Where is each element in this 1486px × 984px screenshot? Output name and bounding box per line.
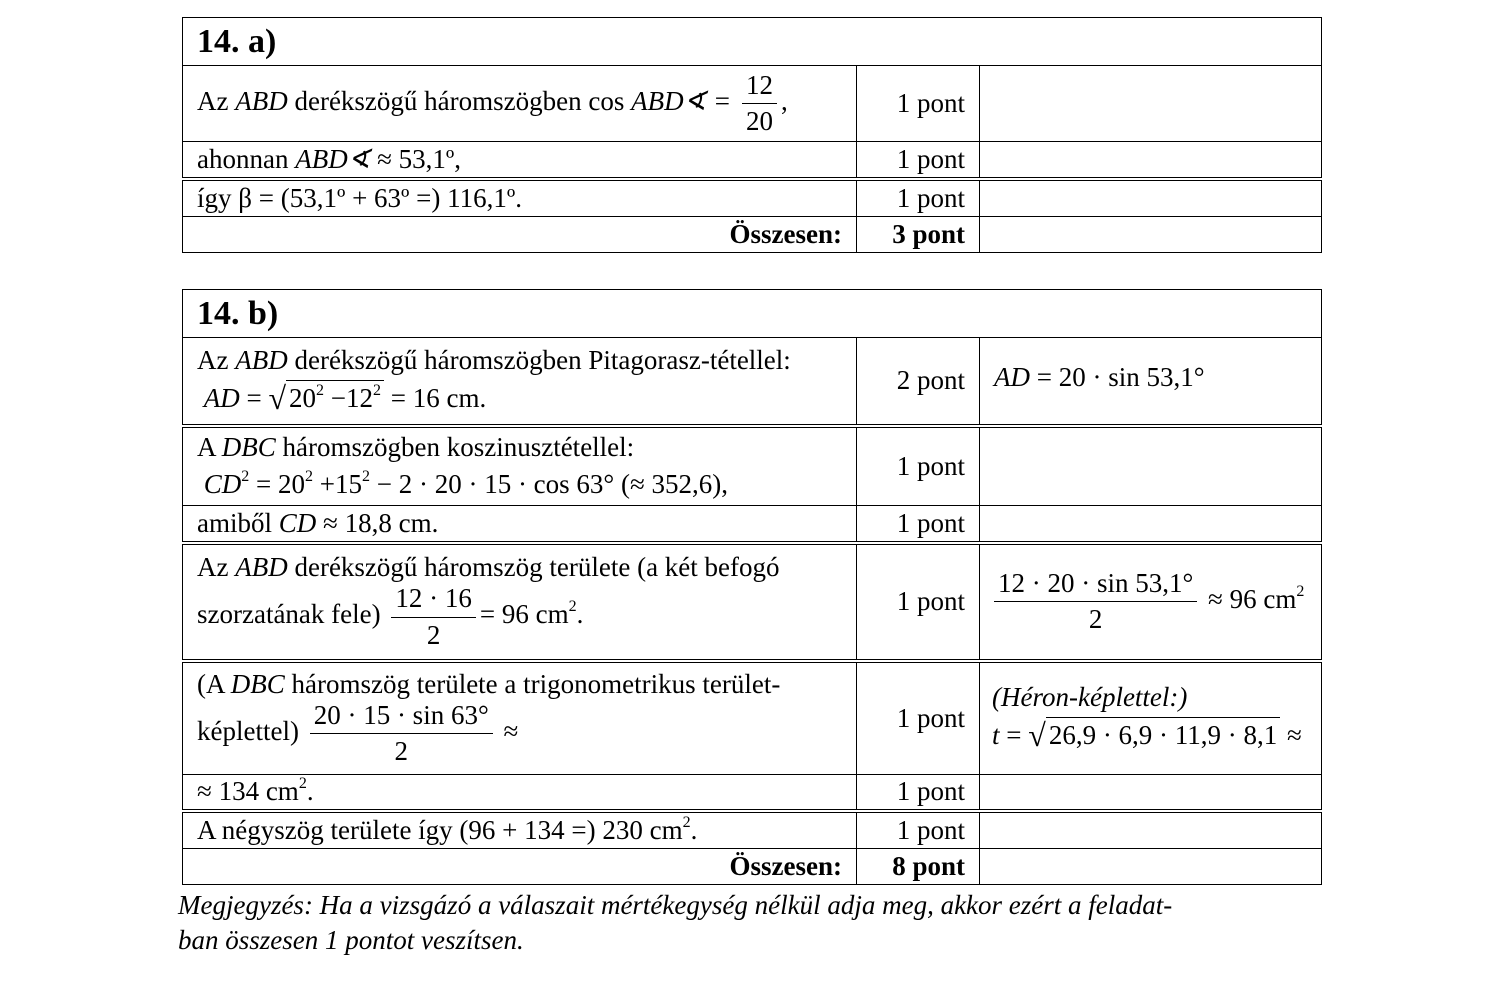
part-a-row-1-remark (980, 66, 1322, 142)
part-b-row-1-remark: AD = 20 · sin 53,1° (980, 338, 1322, 426)
part-a-row-2-text: ahonnan ABD∢ ≈ 53,1º, (183, 142, 857, 179)
note (178, 888, 1308, 958)
part-b-total-remark (980, 849, 1322, 885)
part-b-row-1 (183, 338, 1322, 426)
part-a-header: 14. a) (183, 18, 1322, 66)
part-b-row-2-remark (980, 426, 1322, 506)
part-b-row-6-text: ≈ 134 $cm^2$. (183, 775, 857, 811)
part-b-row-1-text: Az ABD derékszögű háromszögben Pitagorasz-tétellel: AD = √ $20^2 -12^2 = 16$ cm. (183, 338, 857, 426)
part-b-row-2-text: A DBC háromszögben koszinusztétellel: $CD^2 = 20^2 +15^2 - 2 \cdot 20 \cdot 15 \cdot \cos 63^\circ$ (≈ 352,6), (183, 426, 857, 506)
part-b-row-7 (183, 811, 1322, 849)
part-b-total-points: 8 pont (857, 849, 980, 885)
part-a-total-remark (980, 217, 1322, 253)
part-b-row-7-points: 1 pont (857, 811, 980, 849)
part-b-total-row (183, 849, 1322, 885)
part-a-total-label: Összesen: (183, 217, 857, 253)
part-a-row-2 (183, 142, 1322, 179)
part-b-row-4-remark: $\frac{12 \cdot 20 \cdot \sin 53,1^\circ}{2}$ ≈ 96 $cm^2$ (980, 543, 1322, 661)
part-b-row-5-points: 1 pont (857, 661, 980, 775)
sqrt-pythagoras: $20^2 -12^2$ (286, 380, 384, 414)
part-b-row-7-remark (980, 811, 1322, 849)
part-a-row-1-points: 1 pont (857, 66, 980, 142)
part-b-total-label: Összesen: (183, 849, 857, 885)
part-b-header: 14. b) (183, 290, 1322, 338)
part-a-total-points: 3 pont (857, 217, 980, 253)
part-b-row-2-points: 1 pont (857, 426, 980, 506)
note-line-1: Megjegyzés: Ha a vizsgázó a válaszait mértékegység nélkül adja meg, akkor ezért a feladat- (178, 890, 1173, 920)
part-b-table (182, 289, 1322, 885)
fraction-remark-area: $\frac{12 \cdot 20 \cdot \sin 53,1^\circ}{2}$ (994, 568, 1197, 635)
sqrt-heron: 26,9 · 6,9 · 11,9 · 8,1 (1046, 717, 1280, 751)
part-b-row-6 (183, 775, 1322, 811)
fraction-12x16-2: $\frac{12 \cdot 16}{2}$ (391, 583, 476, 650)
part-a-row-1-text: Az ABD derékszögű háromszögben cos ABD∢ = $\frac{12}{20}$ , (183, 66, 857, 142)
part-b-row-3-remark (980, 506, 1322, 543)
part-b-row-5-text: (A DBC háromszög területe a trigonometrikus terület- képlettel) $\frac{20 \cdot 15 \cdot \sin 63^\circ}{2}$ ≈ (183, 661, 857, 775)
part-a-row-1 (183, 66, 1322, 142)
note-line-2: ban összesen 1 pontot veszítsen. (178, 925, 524, 955)
part-a-row-2-remark (980, 142, 1322, 179)
part-b-row-4 (183, 543, 1322, 661)
part-a-table (182, 17, 1322, 253)
part-b-row-4-text: Az ABD derékszögű háromszög területe (a két befogó szorzatának fele) $\frac{12 \cdot 16}{2}$ = 96 $cm^2$. (183, 543, 857, 661)
part-b-row-5 (183, 661, 1322, 775)
part-b-row-3-points: 1 pont (857, 506, 980, 543)
part-b-row-6-remark (980, 775, 1322, 811)
fraction-trig-area: $\frac{20 \cdot 15 \cdot \sin 63^\circ}{2}$ (310, 700, 493, 767)
part-b-row-3-text: amiből CD ≈ 18,8 cm. (183, 506, 857, 543)
part-a-row-2-points: 1 pont (857, 142, 980, 179)
part-b-row-1-points: 2 pont (857, 338, 980, 426)
fraction-12-20: $\frac{12}{20}$ (742, 70, 777, 137)
part-b-row-2 (183, 426, 1322, 506)
part-b-row-7-text: A négyszög területe így (96 + 134 =) 230 $cm^2$. (183, 811, 857, 849)
part-a-total-row (183, 217, 1322, 253)
part-a-row-3 (183, 179, 1322, 217)
part-b-row-4-points: 1 pont (857, 543, 980, 661)
part-b-row-3 (183, 506, 1322, 543)
part-a-row-3-points: 1 pont (857, 179, 980, 217)
part-a-row-3-remark (980, 179, 1322, 217)
part-b-row-6-points: 1 pont (857, 775, 980, 811)
part-b-row-5-remark: (Héron-képlettel:) t = √ 26,9 · 6,9 · 11,9 · 8,1 ≈ (980, 661, 1322, 775)
part-a-row-3-text: így β = (53,1º + 63º =) 116,1º. (183, 179, 857, 217)
